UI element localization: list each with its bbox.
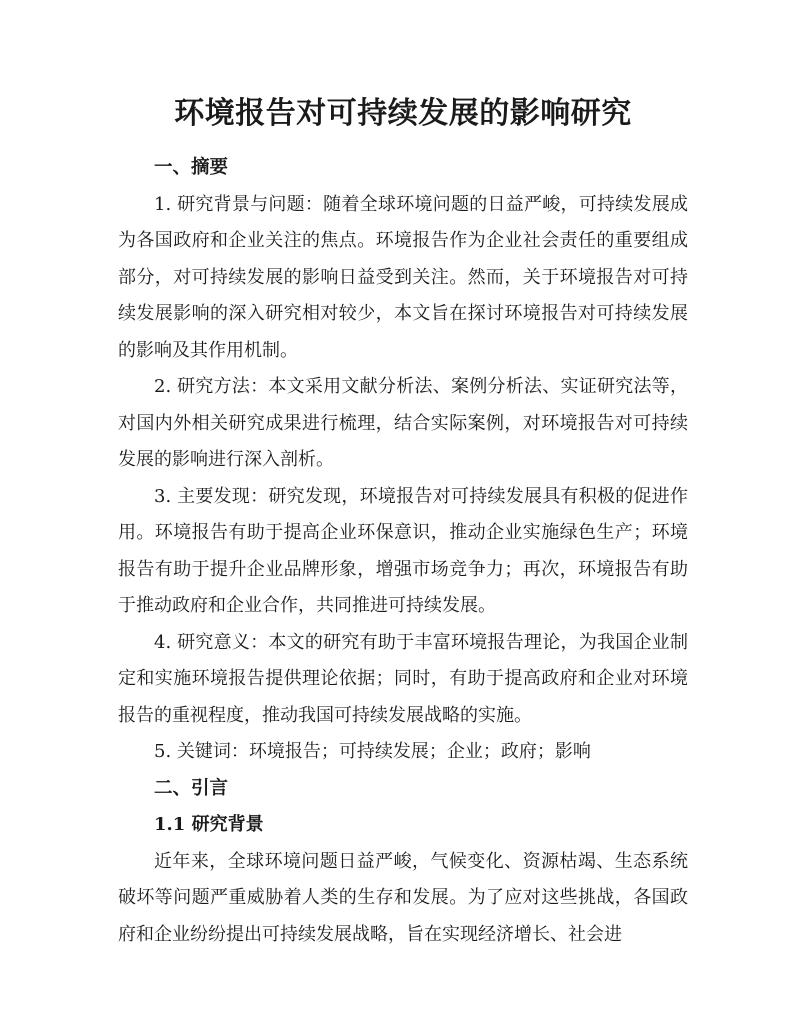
subsection-heading-background: 1.1 研究背景 <box>154 814 264 835</box>
abstract-item-background: 1. 研究背景与问题：随着全球环境问题的日益严峻，可持续发展成为各国政府和企业关注的焦点。环境报告作为企业社会责任的重要组成部分，对可持续发展的影响日益受到关注。然而，关于环境报告对可持续发展影响的深入研究相对较少，本文旨在探讨环境报告对可持续发展的影响及其作用机制。 <box>118 193 688 361</box>
document-title: 环境报告对可持续发展的影响研究 <box>174 96 632 131</box>
section-heading-abstract: 一、摘要 <box>154 157 229 178</box>
abstract-item-findings: 3. 主要发现：研究发现，环境报告对可持续发展具有积极的促进作用。环境报告有助于提高企业环保意识，推动企业实施绿色生产；环境报告有助于提升企业品牌形象，增强市场竞争力；再次，环境报告有助于推动政府和企业合作，共同推进可持续发展。 <box>118 485 688 616</box>
section-heading-intro: 二、引言 <box>154 777 229 799</box>
abstract-item-methods: 2. 研究方法：本文采用文献分析法、案例分析法、实证研究法等，对国内外相关研究成果进行梳理，结合实际案例，对环境报告对可持续发展的影响进行深入剖析。 <box>118 376 688 470</box>
abstract-item-keywords: 5. 关键词：环境报告；可持续发展；企业；政府；影响 <box>154 741 591 762</box>
document-page <box>118 84 688 953</box>
abstract-item-significance: 4. 研究意义：本文的研究有助于丰富环境报告理论，为我国企业制定和实施环境报告提供理论依据；同时，有助于提高政府和企业对环境报告的重视程度，推动我国可持续发展战略的实施。 <box>118 631 688 726</box>
intro-paragraph: 近年来，全球环境问题日益严峻，气候变化、资源枯竭、生态系统破坏等问题严重威胁着人类的生存和发展。为了应对这些挑战，各国政府和企业纷纷提出可持续发展战略，旨在实现经济增长、社会进 <box>118 850 688 945</box>
